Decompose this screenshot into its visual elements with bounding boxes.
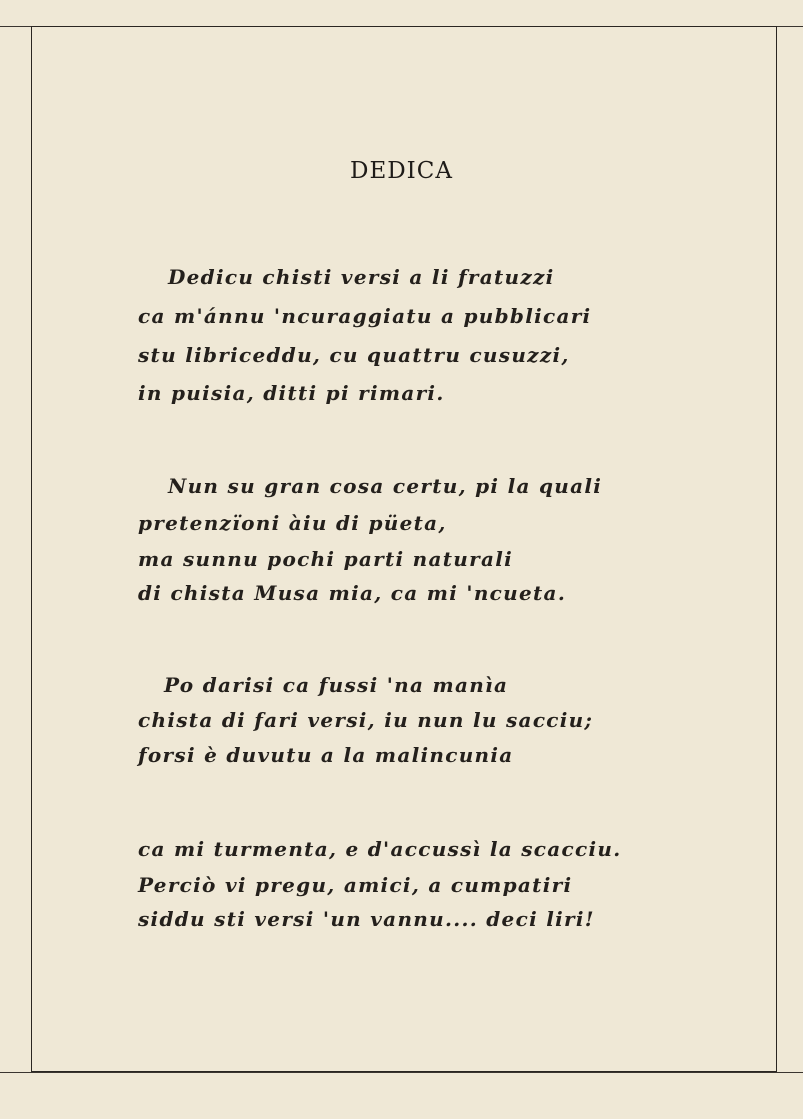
bottom-rule [0,1072,803,1073]
stanza-3-line-2: chista di fari versi, iu nun lu sacciu; [138,708,594,732]
stanza-2-line-2: pretenzïoni àiu di püeta, [138,511,447,535]
stanza-4-line-3: siddu sti versi 'un vannu.... deci liri! [138,907,595,931]
stanza-3-line-1: Po darisi ca fussi 'na manìa [164,673,509,697]
stanza-1-line-4: in puisia, ditti pi rimari. [138,381,445,405]
stanza-3-line-3: forsi è duvutu a la malincunia [138,743,514,767]
stanza-1-line-1: Dedicu chisti versi a li fratuzzi [168,265,555,289]
stanza-1-line-3: stu libriceddu, cu quattru cusuzzi, [138,343,570,367]
stanza-2-line-3: ma sunnu pochi parti naturali [138,547,514,571]
stanza-1-line-2: ca m'ánnu 'ncuraggiatu a pubblicari [138,304,592,328]
page-title: DEDICA [350,158,453,184]
stanza-4-line-2: Perciò vi pregu, amici, a cumpatiri [138,873,573,897]
stanza-2-line-4: di chista Musa mia, ca mi 'ncueta. [138,581,567,605]
stanza-2-line-1: Nun su gran cosa certu, pi la quali [168,474,603,498]
stanza-4-line-1: ca mi turmenta, e d'accussì la scacciu. [138,837,622,861]
